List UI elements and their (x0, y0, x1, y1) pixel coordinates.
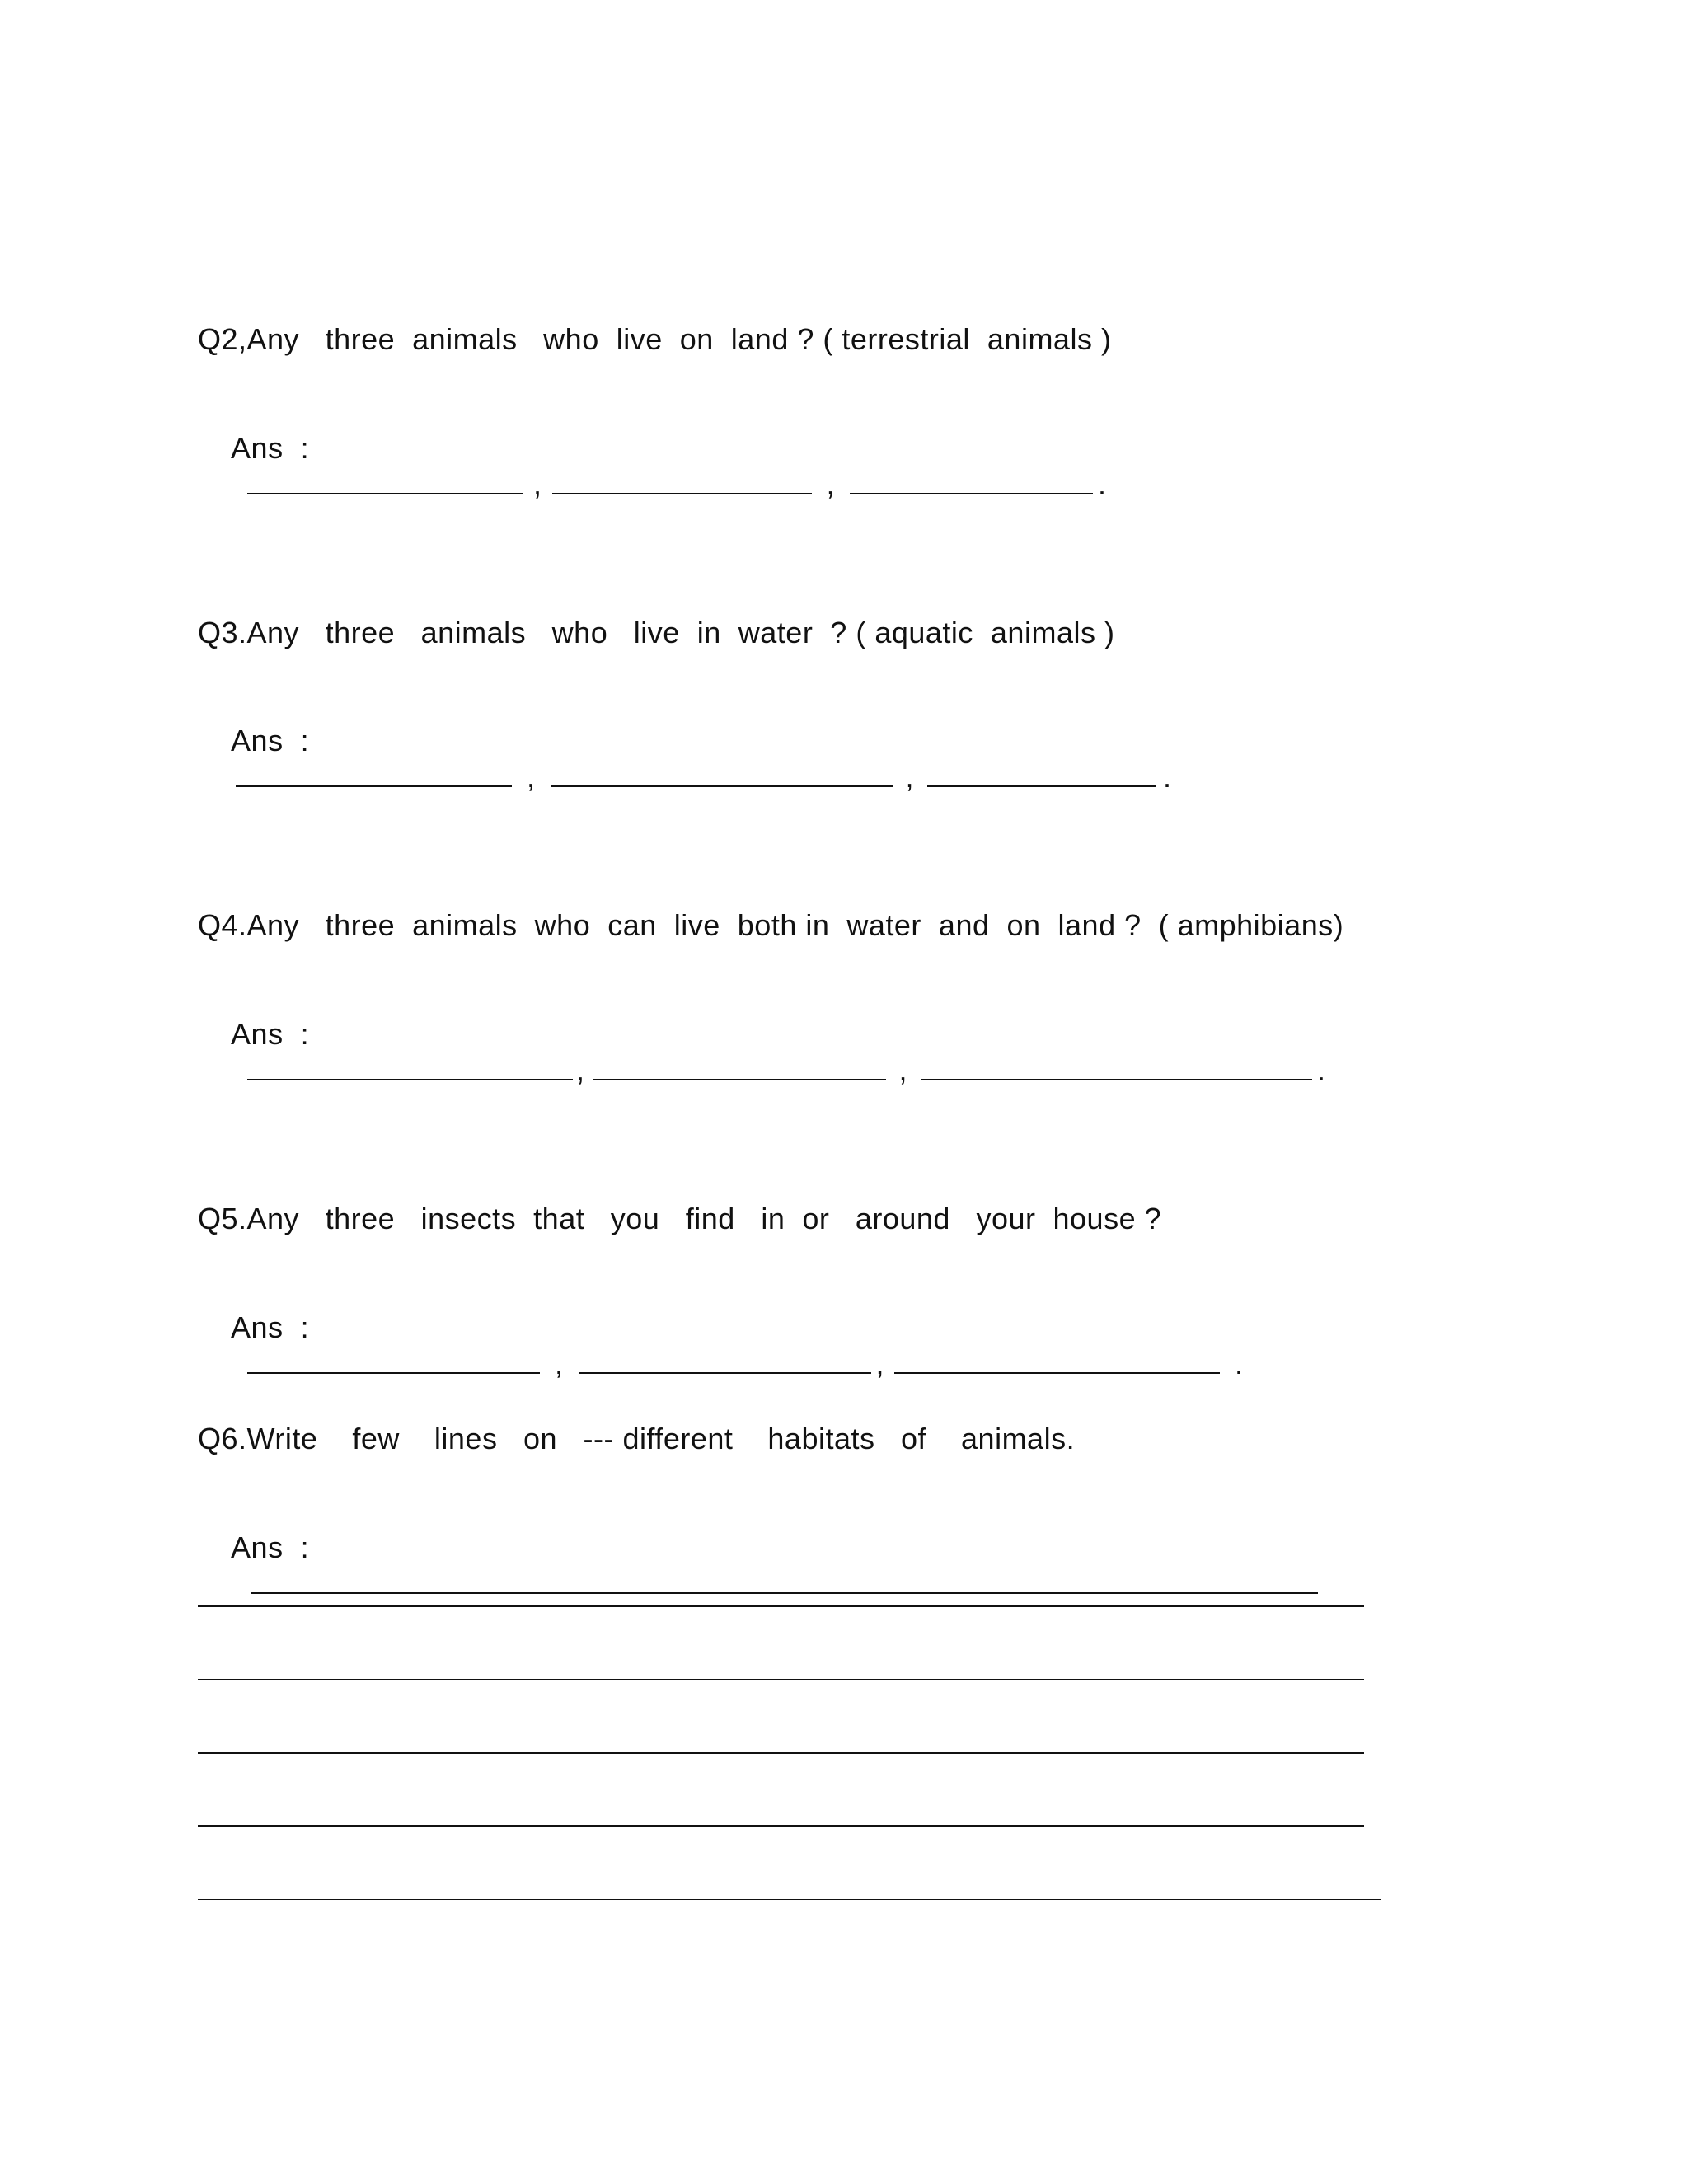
answer-blank-3-1[interactable] (236, 761, 512, 787)
question-3: Q3.Any three animals who live in water ? ( aquatic animals ) (198, 616, 1115, 649)
answer-label: Ans : (231, 431, 310, 465)
answer-row-2 (198, 394, 1112, 539)
answer-blank-4-3[interactable] (921, 1054, 1312, 1080)
writing-line-3[interactable] (198, 1752, 1364, 1754)
answer-blank-3-3[interactable] (927, 761, 1156, 787)
question-2: Q2,Any three animals who live on land ? ( terrestrial animals ) (198, 322, 1112, 356)
separator: . (1317, 1053, 1326, 1087)
writing-line-1[interactable] (198, 1605, 1364, 1607)
answer-row-4 (198, 980, 1331, 1125)
answer-blank-2-3[interactable] (850, 468, 1093, 494)
answer-blank-4-2[interactable] (593, 1054, 886, 1080)
question-5: Q5.Any three insects that you find in or around your house ? (198, 1202, 1162, 1235)
answer-label: Ans : (231, 1530, 310, 1564)
answer-blank-6-1[interactable] (251, 1568, 1318, 1594)
separator: , (905, 760, 915, 794)
answer-blank-4-1[interactable] (247, 1054, 573, 1080)
question-6: Q6.Write few lines on --- different habitats of animals. (198, 1422, 1076, 1455)
separator: , (555, 1347, 564, 1380)
separator: . (1163, 760, 1172, 794)
question-4: Q4.Any three animals who can live both in water and on land ? ( amphibians) (198, 908, 1344, 942)
answer-row-5 (198, 1273, 1259, 1418)
separator: , (533, 467, 542, 501)
answer-row-3 (198, 687, 1179, 832)
answer-blank-5-3[interactable] (894, 1347, 1220, 1374)
answer-blank-2-2[interactable] (552, 468, 812, 494)
answer-label: Ans : (231, 1310, 310, 1344)
answer-blank-5-2[interactable] (579, 1347, 871, 1374)
answer-blank-3-2[interactable] (551, 761, 893, 787)
separator: , (898, 1053, 908, 1087)
separator: , (527, 760, 536, 794)
writing-line-2[interactable] (198, 1679, 1364, 1680)
answer-row-6 (198, 1493, 1318, 1638)
separator: , (576, 1053, 585, 1087)
answer-blank-2-1[interactable] (247, 468, 523, 494)
answer-blank-5-1[interactable] (247, 1347, 540, 1374)
answer-label: Ans : (231, 724, 310, 757)
separator: , (875, 1347, 885, 1380)
separator: , (826, 467, 836, 501)
separator: . (1098, 467, 1107, 501)
answer-label: Ans : (231, 1017, 310, 1051)
writing-line-4[interactable] (198, 1825, 1364, 1827)
writing-line-5[interactable] (198, 1899, 1381, 1900)
separator: . (1235, 1347, 1244, 1380)
